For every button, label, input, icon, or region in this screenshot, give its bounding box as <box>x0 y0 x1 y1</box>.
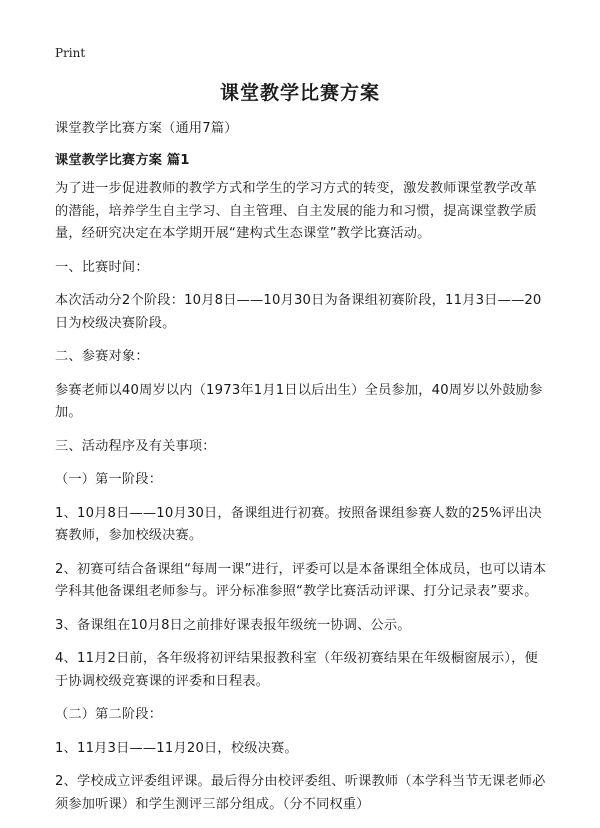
paragraph-competition-time: 本次活动分2个阶段：10月8日——10月30日为备课组初赛阶段，11月3日——20日为校级决赛阶段。 <box>55 293 542 331</box>
stage-two-item-1: 1、11月3日——11月20日，校级决赛。 <box>55 740 298 756</box>
print-link[interactable]: Print <box>55 46 86 60</box>
intro-paragraph: 为了进一步促进教师的教学方式和学生的学习方式的转变，激发教师课堂教学改革的潜能，培养学生自主学习、自主管理、自主发展的能力和习惯，提高课堂教学质量，经研究决定在本学期开展“建构式生态课堂”教学比赛活动。 <box>55 181 537 241</box>
heading-participants: 二、参赛对象： <box>55 349 149 364</box>
heading-stage-two: （二）第二阶段： <box>55 707 163 722</box>
stage-two-item-2: 2、学校成立评委组评课。最后得分由校评委组、听课教师（本学科当节无课老师必须参加听课）和学生测评三部分组成。（分不同权重） <box>55 774 546 812</box>
section-heading: 课堂教学比赛方案 篇1 <box>55 152 190 168</box>
heading-stage-one: （一）第一阶段： <box>55 472 163 487</box>
heading-competition-time: 一、比赛时间： <box>55 259 149 275</box>
document-title: 课堂教学比赛方案 <box>219 82 380 104</box>
heading-procedure: 三、活动程序及有关事项： <box>55 438 216 454</box>
paragraph-participants: 参赛老师以40周岁以内（1973年1月1日以后出生）全员参加，40周岁以外鼓励参加。 <box>55 382 543 420</box>
stage-one-item-4: 4、11月2日前，各年级将初评结果报教科室（年级初赛结果在年级橱窗展示），便于协调校级竞赛课的评委和日程表。 <box>55 651 538 689</box>
stage-one-item-2: 2、初赛可结合备课组“每周一课”进行，评委可以是本备课组全体成员，也可以请本学科其他备课组老师参与。评分标准参照“教学比赛活动评课、打分记录表”要求。 <box>55 561 547 599</box>
stage-one-item-3: 3、备课组在10月8日之前排好课表报年级统一协调、公示。 <box>55 617 411 633</box>
document-subtitle: 课堂教学比赛方案（通用7篇） <box>55 121 238 136</box>
document-body <box>55 118 550 827</box>
stage-one-item-1: 1、10月8日——10月30日，备课组进行初赛。按照备课组参赛人数的25%评出决赛教师，参加校级决赛。 <box>55 505 542 543</box>
